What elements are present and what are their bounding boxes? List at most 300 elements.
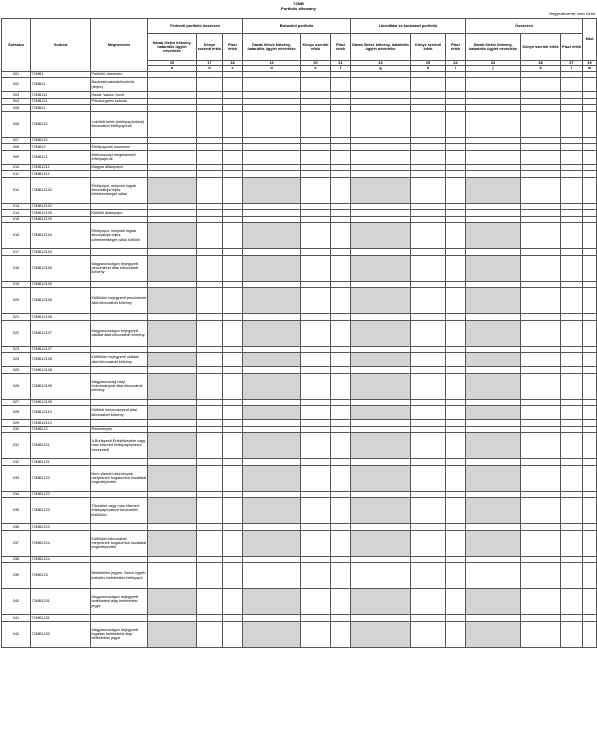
value-cell[interactable] [521, 498, 561, 524]
value-cell[interactable] [583, 255, 597, 281]
value-cell[interactable] [446, 373, 466, 399]
value-cell[interactable] [446, 465, 466, 491]
header-konyv: Könyv szerinti érték [197, 34, 223, 61]
value-cell[interactable] [411, 465, 446, 491]
header-group-biztositoi: Biztosítói portfolió [243, 19, 351, 34]
column-letter: h [411, 66, 446, 71]
value-cell[interactable] [331, 78, 351, 92]
value-cell[interactable] [223, 353, 243, 367]
value-cell[interactable] [583, 150, 597, 164]
value-cell[interactable] [351, 320, 411, 346]
value-cell[interactable] [521, 530, 561, 556]
value-cell[interactable] [466, 177, 521, 203]
value-cell[interactable] [411, 563, 446, 589]
value-cell[interactable] [148, 373, 197, 399]
column-letter: i [446, 66, 466, 71]
value-cell[interactable] [561, 465, 583, 491]
row-number: 029 [2, 420, 31, 427]
value-cell[interactable] [521, 288, 561, 314]
value-cell[interactable] [466, 353, 521, 367]
value-cell[interactable] [446, 353, 466, 367]
table-body [2, 71, 597, 647]
value-cell[interactable] [331, 150, 351, 164]
value-cell[interactable] [331, 373, 351, 399]
value-cell[interactable] [331, 111, 351, 137]
value-cell[interactable] [243, 498, 301, 524]
value-cell[interactable] [223, 288, 243, 314]
value-cell[interactable] [243, 255, 301, 281]
table-row [2, 78, 597, 92]
value-cell[interactable] [223, 320, 243, 346]
value-cell[interactable] [301, 177, 331, 203]
header-group-fedezeti: Fedezeti portfolió összesen [148, 19, 243, 34]
row-number: 015 [2, 216, 31, 223]
value-cell[interactable] [411, 320, 446, 346]
row-number: 019 [2, 281, 31, 288]
value-cell[interactable] [583, 320, 597, 346]
row-number: 030 [2, 426, 31, 433]
row-description: Banknak/valutakölcsönök (teljes) [91, 78, 148, 92]
row-number: 002 [2, 78, 31, 92]
value-cell[interactable] [561, 177, 583, 203]
value-cell[interactable] [351, 111, 411, 137]
value-cell[interactable] [197, 465, 223, 491]
value-cell[interactable] [197, 223, 223, 249]
row-description: Magyarországon bejegyzett ingatlan befektetési alap befektetési jegye [91, 621, 148, 647]
value-cell[interactable] [351, 353, 411, 367]
value-cell[interactable] [197, 406, 223, 420]
header-darab: Darab illetve kötvény, határidős ügylet névértéke [351, 34, 411, 61]
value-cell[interactable] [446, 255, 466, 281]
value-cell[interactable] [301, 498, 331, 524]
row-number: 040 [2, 589, 31, 615]
value-cell[interactable] [301, 406, 331, 420]
row-number: 032 [2, 459, 31, 466]
value-cell[interactable] [561, 433, 583, 459]
value-cell[interactable] [331, 223, 351, 249]
value-cell[interactable] [223, 177, 243, 203]
row-number: 042 [2, 621, 31, 647]
value-cell[interactable] [583, 353, 597, 367]
value-cell[interactable] [243, 320, 301, 346]
value-cell[interactable] [223, 530, 243, 556]
row-code: 72MB1231 [31, 589, 91, 615]
value-cell[interactable] [446, 78, 466, 92]
row-code: 72MB12105 [31, 281, 91, 288]
value-cell[interactable] [223, 621, 243, 647]
value-cell[interactable] [148, 465, 197, 491]
value-cell[interactable] [223, 589, 243, 615]
value-cell[interactable] [301, 563, 331, 589]
value-cell[interactable] [223, 255, 243, 281]
value-cell[interactable] [148, 255, 197, 281]
value-cell[interactable] [411, 621, 446, 647]
row-description: Lekötött betét (értékpapírokkal) kibocsátott értékpapírok [91, 111, 148, 137]
value-cell[interactable] [583, 563, 597, 589]
value-cell[interactable] [148, 320, 197, 346]
value-cell[interactable] [223, 498, 243, 524]
table-row [2, 589, 597, 615]
value-cell[interactable] [197, 177, 223, 203]
value-cell[interactable] [243, 465, 301, 491]
value-cell[interactable] [197, 255, 223, 281]
row-number: 001 [2, 71, 31, 78]
header-darab: Darab illetve kötvény, határidős ügylet névértéke [466, 34, 521, 61]
value-cell[interactable] [466, 288, 521, 314]
value-cell[interactable] [561, 111, 583, 137]
value-cell[interactable] [351, 288, 411, 314]
column-letter: c [223, 66, 243, 71]
value-cell[interactable] [446, 111, 466, 137]
column-letter: d [243, 66, 301, 71]
value-cell[interactable] [197, 111, 223, 137]
value-cell[interactable] [561, 498, 583, 524]
value-cell[interactable] [148, 78, 197, 92]
row-code: 72MB12105 [31, 255, 91, 281]
value-cell[interactable] [148, 589, 197, 615]
value-cell[interactable] [466, 223, 521, 249]
value-cell[interactable] [351, 150, 411, 164]
value-cell[interactable] [466, 433, 521, 459]
value-cell[interactable] [351, 465, 411, 491]
value-cell[interactable] [351, 433, 411, 459]
value-cell[interactable] [197, 320, 223, 346]
value-cell[interactable] [351, 530, 411, 556]
value-cell[interactable] [521, 150, 561, 164]
value-cell[interactable] [583, 589, 597, 615]
value-cell[interactable] [223, 373, 243, 399]
value-cell[interactable] [466, 111, 521, 137]
row-number: 021 [2, 314, 31, 321]
value-cell[interactable] [223, 78, 243, 92]
value-cell[interactable] [583, 223, 597, 249]
value-cell[interactable] [197, 288, 223, 314]
value-cell[interactable] [561, 621, 583, 647]
column-code: 27 [561, 61, 583, 66]
value-cell[interactable] [521, 78, 561, 92]
value-cell[interactable] [583, 621, 597, 647]
value-cell[interactable] [243, 406, 301, 420]
value-cell[interactable] [301, 111, 331, 137]
value-cell[interactable] [561, 530, 583, 556]
value-cell[interactable] [521, 177, 561, 203]
value-cell[interactable] [446, 320, 466, 346]
value-cell[interactable] [521, 255, 561, 281]
value-cell[interactable] [223, 433, 243, 459]
value-cell[interactable] [301, 373, 331, 399]
value-cell[interactable] [301, 320, 331, 346]
row-description: Külföldön bejegyzett pénzintézet által kibocsátott kötvény [91, 288, 148, 314]
value-cell[interactable] [148, 621, 197, 647]
value-cell[interactable] [466, 530, 521, 556]
value-cell[interactable] [411, 150, 446, 164]
value-cell[interactable] [521, 589, 561, 615]
column-letter: f [331, 66, 351, 71]
value-cell[interactable] [331, 406, 351, 420]
row-code: 72MB113 [31, 111, 91, 137]
value-cell[interactable] [466, 320, 521, 346]
value-cell[interactable] [446, 223, 466, 249]
value-cell[interactable] [223, 111, 243, 137]
value-cell[interactable] [331, 433, 351, 459]
value-cell[interactable] [411, 78, 446, 92]
value-cell[interactable] [243, 223, 301, 249]
value-cell[interactable] [148, 563, 197, 589]
value-cell[interactable] [351, 78, 411, 92]
row-description: A Budapesti Értéktőzsdére vagy más elismert értékpapírpiacra bevezetett [91, 433, 148, 459]
value-cell[interactable] [301, 353, 331, 367]
value-cell[interactable] [521, 353, 561, 367]
row-code: 72MB12109 [31, 373, 91, 399]
value-cell[interactable] [446, 406, 466, 420]
value-cell[interactable] [351, 255, 411, 281]
value-cell[interactable] [351, 498, 411, 524]
value-cell[interactable] [446, 589, 466, 615]
value-cell[interactable] [243, 78, 301, 92]
value-cell[interactable] [243, 563, 301, 589]
value-cell[interactable] [197, 78, 223, 92]
value-cell[interactable] [197, 353, 223, 367]
column-code: 19 [243, 61, 301, 66]
row-description: Külföldi önkormányzat által kibocsátott kötvény [91, 406, 148, 420]
row-description: Értékpapírok összesen [91, 144, 148, 151]
value-cell[interactable] [583, 177, 597, 203]
value-cell[interactable] [411, 353, 446, 367]
value-cell[interactable] [351, 373, 411, 399]
value-cell[interactable] [351, 406, 411, 420]
value-cell[interactable] [446, 621, 466, 647]
value-cell[interactable] [446, 530, 466, 556]
row-code: 72MB1222 [31, 465, 91, 491]
value-cell[interactable] [466, 563, 521, 589]
value-cell[interactable] [466, 465, 521, 491]
value-cell[interactable] [466, 498, 521, 524]
value-cell[interactable] [583, 433, 597, 459]
value-cell[interactable] [411, 288, 446, 314]
row-number: 020 [2, 288, 31, 314]
value-cell[interactable] [301, 433, 331, 459]
value-cell[interactable] [331, 589, 351, 615]
row-number: 024 [2, 353, 31, 367]
row-number: 016 [2, 223, 31, 249]
value-cell[interactable] [411, 255, 446, 281]
value-cell[interactable] [466, 255, 521, 281]
value-cell[interactable] [148, 150, 197, 164]
value-cell[interactable] [301, 530, 331, 556]
value-cell[interactable] [561, 353, 583, 367]
value-cell[interactable] [583, 373, 597, 399]
value-cell[interactable] [521, 373, 561, 399]
value-cell[interactable] [243, 589, 301, 615]
value-cell[interactable] [583, 465, 597, 491]
row-description: Hazai, valuta, forint [91, 92, 148, 99]
value-cell[interactable] [197, 589, 223, 615]
row-number: 039 [2, 563, 31, 589]
value-cell[interactable] [243, 433, 301, 459]
value-cell[interactable] [411, 177, 446, 203]
column-letter: j [466, 66, 521, 71]
value-cell[interactable] [148, 111, 197, 137]
value-cell[interactable] [446, 563, 466, 589]
value-cell[interactable] [197, 530, 223, 556]
value-cell[interactable] [243, 177, 301, 203]
value-cell[interactable] [197, 373, 223, 399]
value-cell[interactable] [351, 563, 411, 589]
row-code: 72MB121 [31, 150, 91, 164]
value-cell[interactable] [223, 150, 243, 164]
value-cell[interactable] [243, 621, 301, 647]
value-cell[interactable] [331, 255, 351, 281]
value-cell[interactable] [148, 353, 197, 367]
row-code: 72MB12109 [31, 399, 91, 406]
value-cell[interactable] [243, 353, 301, 367]
value-cell[interactable] [446, 498, 466, 524]
value-cell[interactable] [301, 589, 331, 615]
column-code: 18 [223, 61, 243, 66]
value-cell[interactable] [466, 78, 521, 92]
value-cell[interactable] [521, 433, 561, 459]
value-cell[interactable] [411, 223, 446, 249]
value-cell[interactable] [561, 255, 583, 281]
row-code: 72MB12110 [31, 420, 91, 427]
value-cell[interactable] [331, 621, 351, 647]
value-cell[interactable] [301, 465, 331, 491]
value-cell[interactable] [351, 589, 411, 615]
value-cell[interactable] [148, 177, 197, 203]
row-code: 72MB111 [31, 98, 91, 105]
row-code: 72MB1232 [31, 621, 91, 647]
value-cell[interactable] [583, 111, 597, 137]
value-cell[interactable] [301, 255, 331, 281]
value-cell[interactable] [331, 563, 351, 589]
value-cell[interactable] [466, 150, 521, 164]
value-cell[interactable] [521, 621, 561, 647]
row-number: 027 [2, 399, 31, 406]
value-cell[interactable] [351, 621, 411, 647]
row-code: 72MB12103 [31, 210, 91, 217]
value-cell[interactable] [301, 223, 331, 249]
value-cell[interactable] [223, 563, 243, 589]
value-cell[interactable] [561, 563, 583, 589]
value-cell[interactable] [466, 406, 521, 420]
value-cell[interactable] [301, 78, 331, 92]
value-cell[interactable] [197, 498, 223, 524]
value-cell[interactable] [446, 150, 466, 164]
value-cell[interactable] [561, 373, 583, 399]
value-cell[interactable] [331, 498, 351, 524]
value-cell[interactable] [351, 223, 411, 249]
value-cell[interactable] [411, 498, 446, 524]
row-number: 022 [2, 320, 31, 346]
column-code: 25 [411, 61, 446, 66]
value-cell[interactable] [561, 589, 583, 615]
value-cell[interactable] [148, 498, 197, 524]
row-code: 72MB12107 [31, 346, 91, 353]
value-cell[interactable] [148, 530, 197, 556]
value-cell[interactable] [197, 563, 223, 589]
row-number: 004 [2, 98, 31, 105]
value-cell[interactable] [521, 406, 561, 420]
value-cell[interactable] [331, 353, 351, 367]
value-cell[interactable] [243, 288, 301, 314]
value-cell[interactable] [446, 433, 466, 459]
value-cell[interactable] [148, 406, 197, 420]
value-cell[interactable] [583, 530, 597, 556]
table-row [2, 150, 597, 164]
value-cell[interactable] [561, 288, 583, 314]
value-cell[interactable] [446, 288, 466, 314]
value-cell[interactable] [351, 177, 411, 203]
value-cell[interactable] [243, 530, 301, 556]
value-cell[interactable] [148, 223, 197, 249]
row-code: 72MB12102 [31, 177, 91, 203]
value-cell[interactable] [561, 78, 583, 92]
value-cell[interactable] [561, 223, 583, 249]
value-cell[interactable] [331, 288, 351, 314]
value-cell[interactable] [411, 406, 446, 420]
value-cell[interactable] [148, 288, 197, 314]
value-cell[interactable] [331, 177, 351, 203]
value-cell[interactable] [301, 150, 331, 164]
row-code: 72MB1223 [31, 498, 91, 524]
value-cell[interactable] [446, 177, 466, 203]
value-cell[interactable] [197, 150, 223, 164]
value-cell[interactable] [331, 320, 351, 346]
value-cell[interactable] [466, 589, 521, 615]
value-cell[interactable] [411, 589, 446, 615]
value-cell[interactable] [521, 320, 561, 346]
value-cell[interactable] [521, 111, 561, 137]
value-cell[interactable] [197, 621, 223, 647]
value-cell[interactable] [331, 465, 351, 491]
value-cell[interactable] [197, 433, 223, 459]
row-code: 72MB1211 [31, 164, 91, 171]
value-cell[interactable] [243, 150, 301, 164]
column-code: 28 [521, 61, 561, 66]
value-cell[interactable] [561, 406, 583, 420]
value-cell[interactable] [521, 223, 561, 249]
value-cell[interactable] [301, 288, 331, 314]
value-cell[interactable] [411, 433, 446, 459]
value-cell[interactable] [466, 621, 521, 647]
value-cell[interactable] [148, 433, 197, 459]
value-cell[interactable] [411, 373, 446, 399]
value-cell[interactable] [223, 406, 243, 420]
column-letter: l [561, 66, 583, 71]
value-cell[interactable] [521, 465, 561, 491]
value-cell[interactable] [223, 223, 243, 249]
value-cell[interactable] [331, 530, 351, 556]
header-piaci: Piaci érték [561, 34, 583, 61]
value-cell[interactable] [561, 150, 583, 164]
value-cell[interactable] [243, 111, 301, 137]
value-cell[interactable] [583, 288, 597, 314]
value-cell[interactable] [561, 320, 583, 346]
value-cell[interactable] [411, 530, 446, 556]
value-cell[interactable] [583, 498, 597, 524]
value-cell[interactable] [223, 465, 243, 491]
value-cell[interactable] [521, 563, 561, 589]
value-cell[interactable] [466, 373, 521, 399]
value-cell[interactable] [583, 78, 597, 92]
value-cell[interactable] [411, 111, 446, 137]
row-code: 72MB12108 [31, 367, 91, 374]
row-description: Külföldön kibocsátott, melyeknek forgalomba hozatalát engedélyezték [91, 530, 148, 556]
value-cell[interactable] [243, 373, 301, 399]
value-cell[interactable] [301, 621, 331, 647]
row-description: Részvények [91, 426, 148, 433]
value-cell[interactable] [583, 406, 597, 420]
